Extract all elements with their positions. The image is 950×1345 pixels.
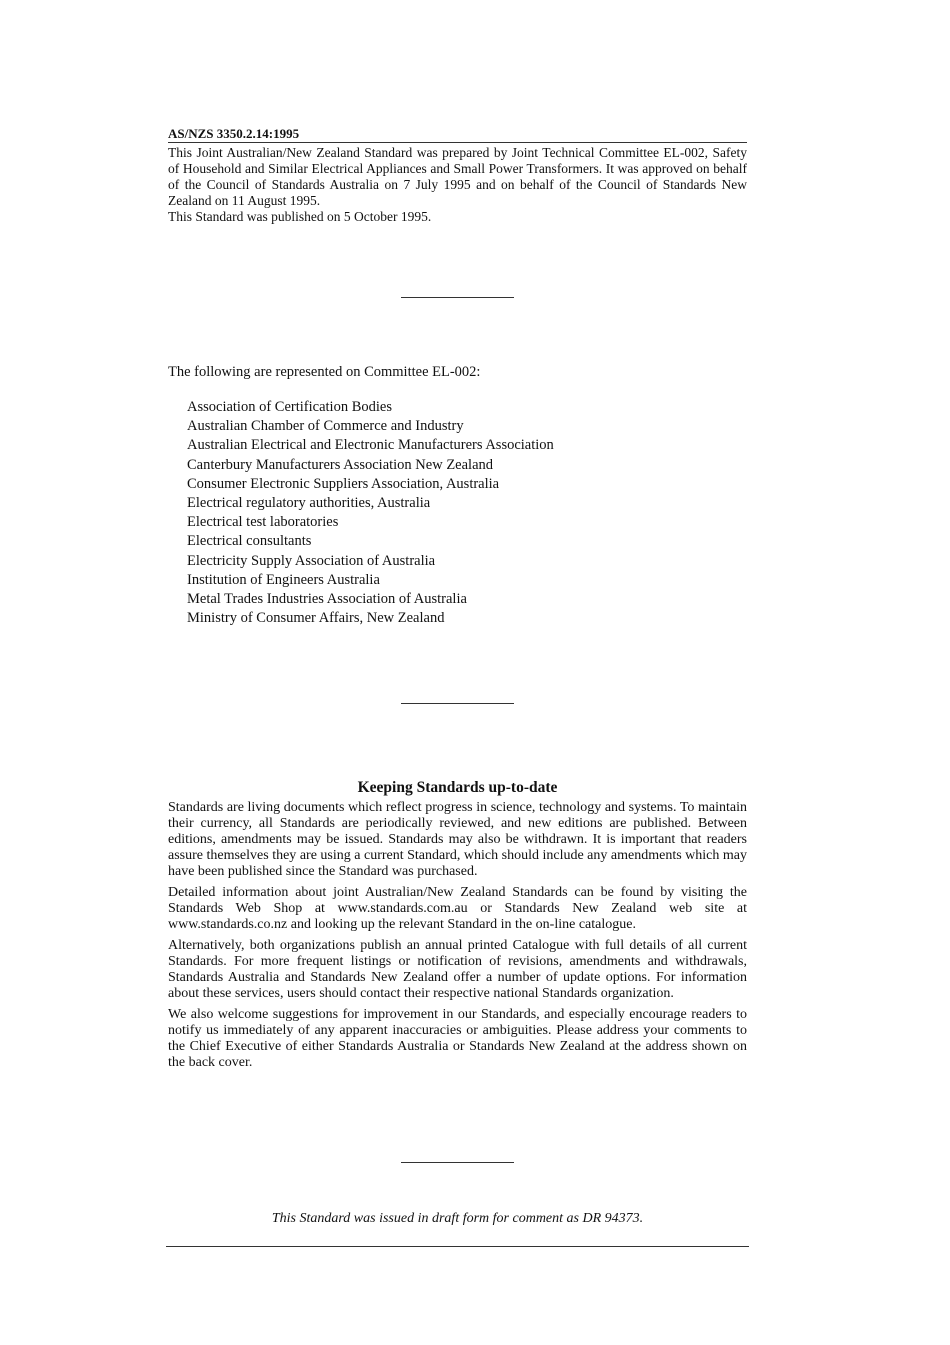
committee-member-list <box>187 398 554 628</box>
body-paragraph: Detailed information about joint Australian/New Zealand Standards can be found by visiting the Standards Web Shop at www.standards.com.au or Standards New Zealand web site at www.standards.co.nz and looking up the relevant Standard in the on-line catalogue. <box>168 885 747 932</box>
keeping-up-to-date-body <box>168 800 747 1076</box>
committee-member: Australian Electrical and Electronic Manufacturers Association <box>187 437 554 454</box>
section-divider <box>401 1162 514 1163</box>
preparation-paragraph: This Joint Australian/New Zealand Standard was prepared by Joint Technical Committee EL-002, Safety of Household and Similar Electrical Appliances and Small Power Transformers. It was approved on behalf of the Council of Standards Australia on 7 July 1995 and on behalf of the Council of Standards New Zealand on 11 August 1995. <box>168 145 747 208</box>
draft-note: This Standard was issued in draft form for comment as DR 94373. <box>271 1211 644 1226</box>
committee-member: Metal Trades Industries Association of Australia <box>187 591 467 608</box>
committee-member: Association of Certification Bodies <box>187 399 392 415</box>
committee-member: Institution of Engineers Australia <box>187 571 380 588</box>
footer-rule <box>166 1246 749 1247</box>
publication-date-line: This Standard was published on 5 October 1995. <box>168 209 432 224</box>
body-paragraph: We also welcome suggestions for improvement in our Standards, and especially encourage readers to notify us immediately of any apparent inaccuracies or ambiguities. Please address your comments to the Chief Executive of either Standards Australia or Standards New Zealand at the address shown on the back cover. <box>168 1007 747 1070</box>
committee-member: Electrical regulatory authorities, Australia <box>187 495 431 512</box>
body-paragraph: Alternatively, both organizations publish an annual printed Catalogue with full details of all current Standards. For more frequent listings or notification of revisions, amendments and withdrawals, Standards Australia and Standards New Zealand offer a number of update options. For information about these services, users should contact their respective national Standards organization. <box>168 938 747 1001</box>
committee-intro: The following are represented on Committee EL-002: <box>168 364 481 380</box>
committee-member: Electrical consultants <box>187 533 312 550</box>
committee-member: Ministry of Consumer Affairs, New Zealand <box>187 610 445 627</box>
preparation-block <box>168 145 747 225</box>
committee-member: Electrical test laboratories <box>187 514 339 531</box>
body-paragraph: Standards are living documents which reflect progress in science, technology and systems. To maintain their currency, all Standards are periodically reviewed, and new editions are published. Between editions, amendments may be issued. Standards may also be withdrawn. It is important that readers assure themselves they are using a current Standard, which should include any amendments which may have been published since the Standard was purchased. <box>168 800 747 879</box>
keeping-up-to-date-heading: Keeping Standards up-to-date <box>357 779 558 796</box>
standard-identifier: AS/NZS 3350.2.14:1995 <box>168 126 747 143</box>
section-divider <box>401 297 514 298</box>
committee-member: Canterbury Manufacturers Association New Zealand <box>187 456 494 473</box>
committee-member: Electricity Supply Association of Australia <box>187 552 436 569</box>
committee-member: Australian Chamber of Commerce and Industry <box>187 418 464 435</box>
committee-member: Consumer Electronic Suppliers Association, Australia <box>187 475 500 492</box>
section-divider <box>401 703 514 704</box>
